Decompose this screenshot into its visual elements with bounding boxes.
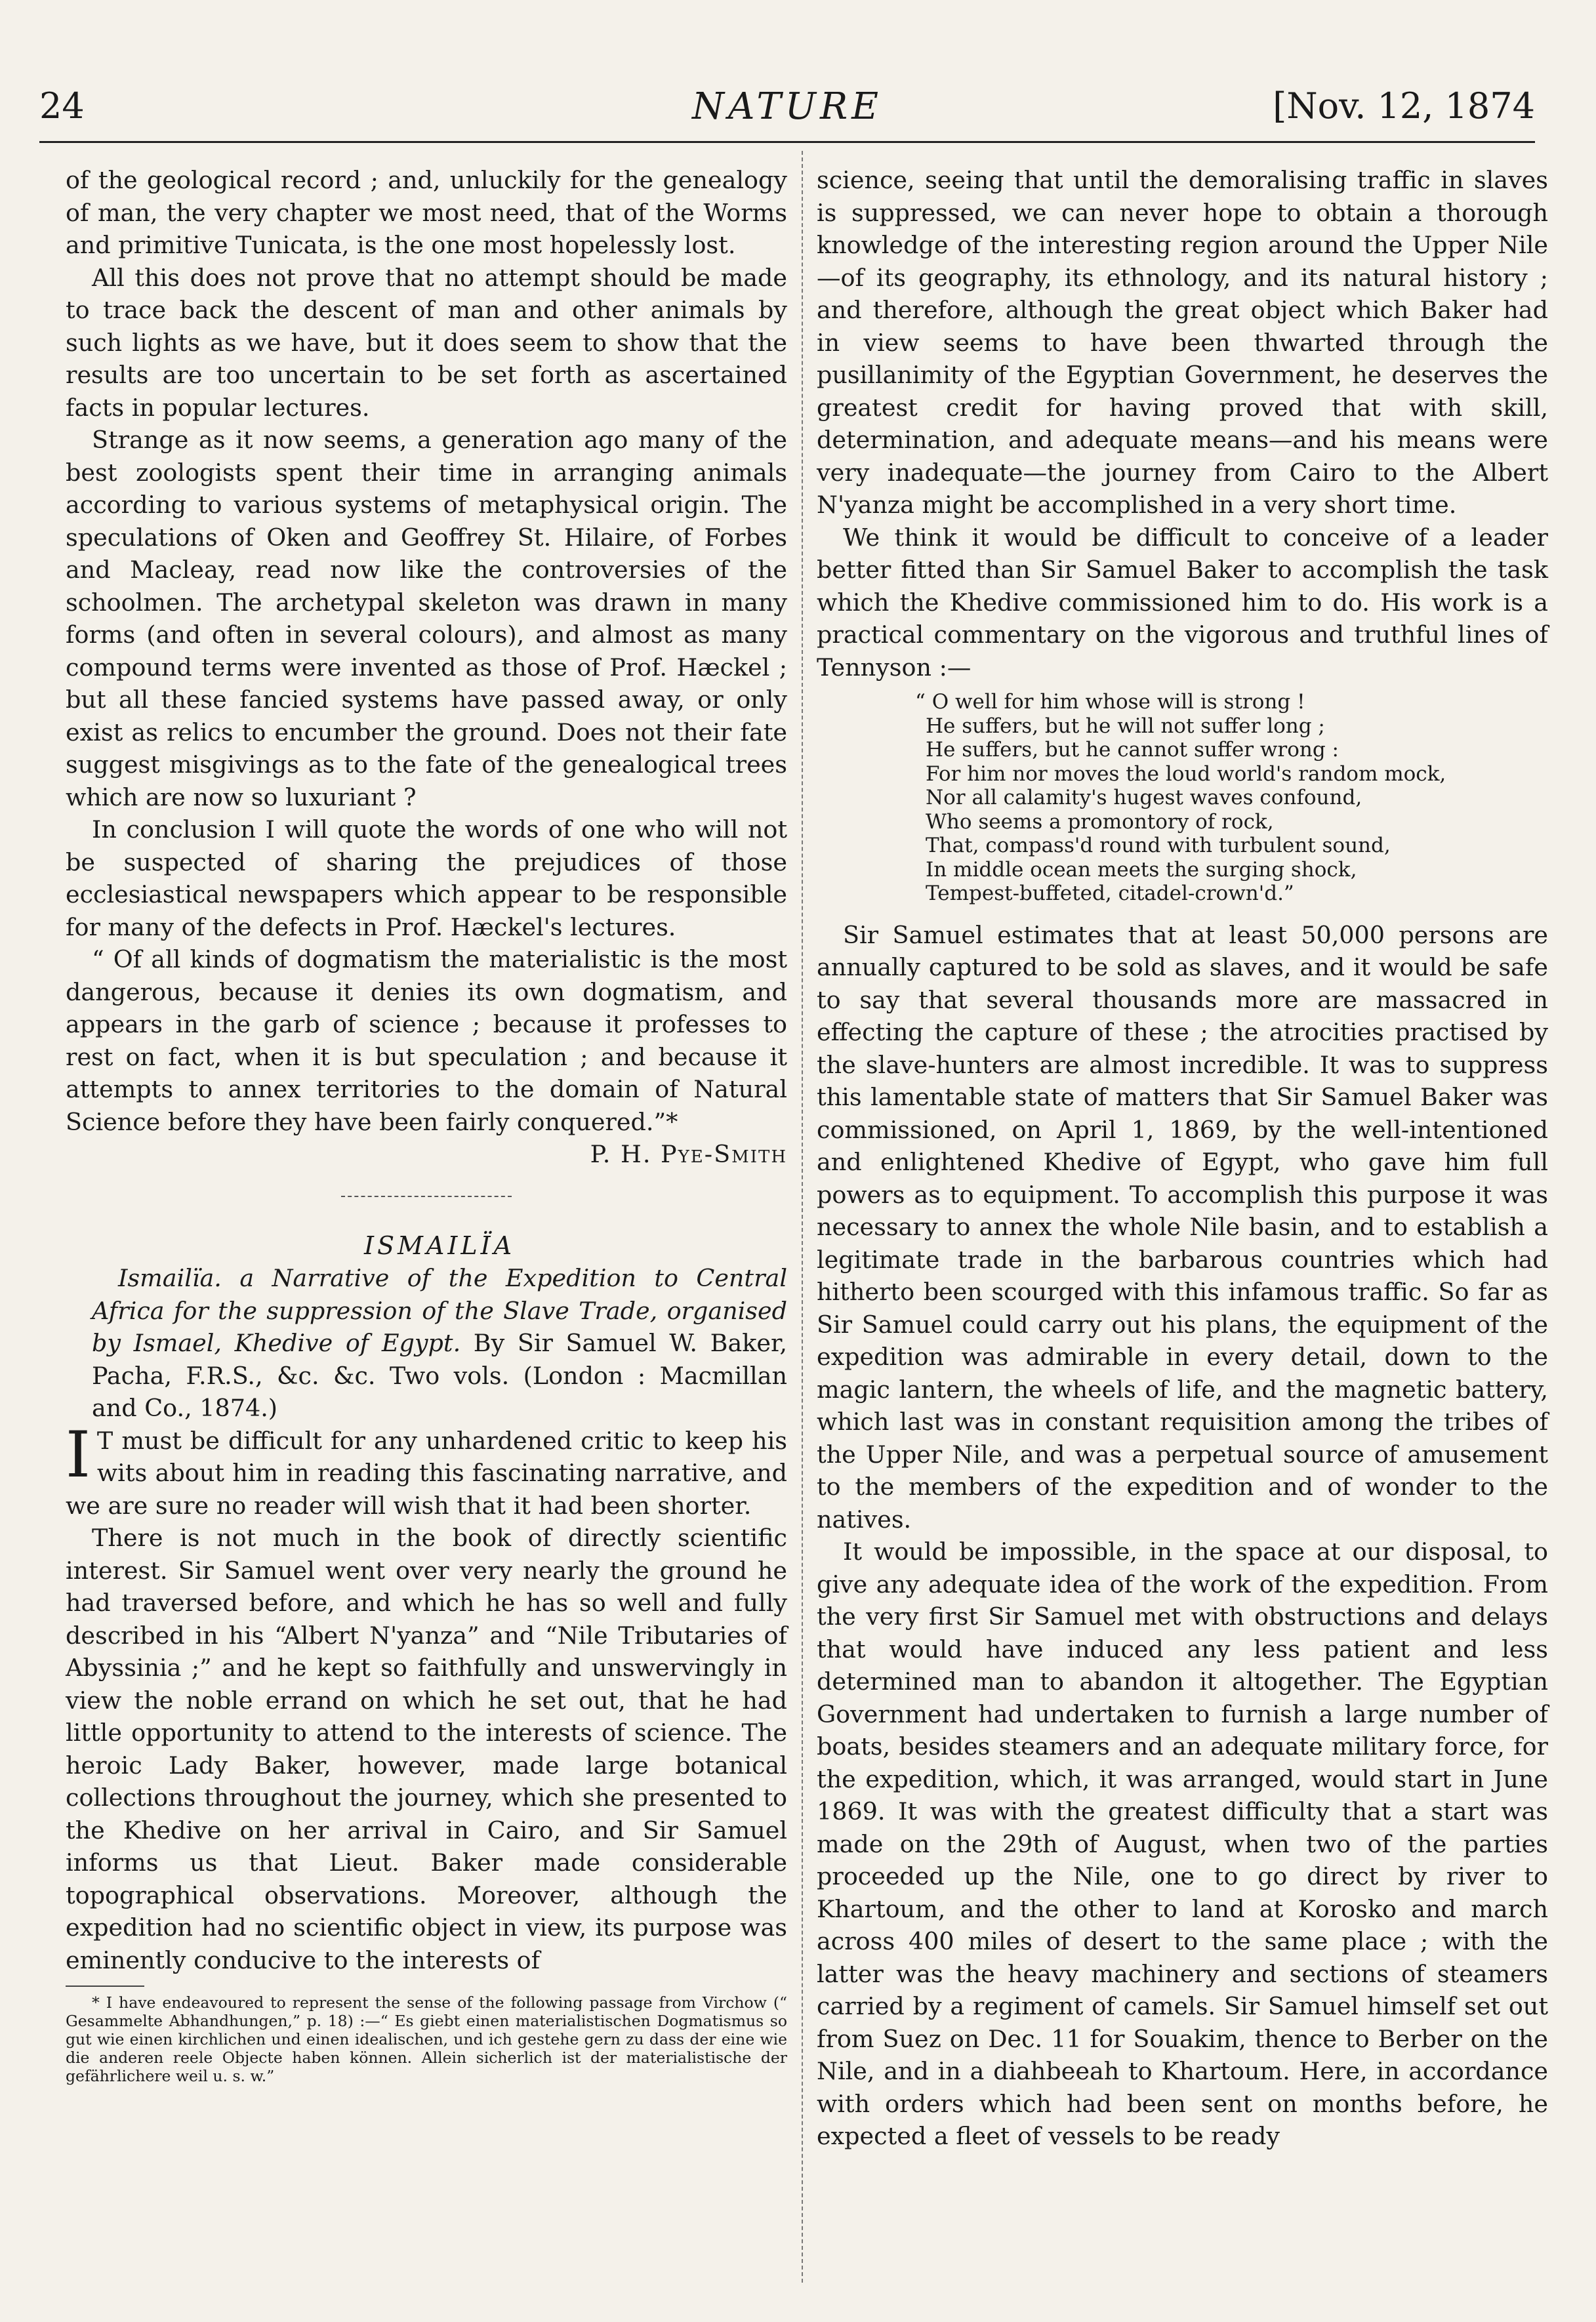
section-divider	[341, 1196, 512, 1197]
poem-line: Who seems a promontory of rock,	[926, 809, 1274, 834]
poem-line: “ O well for him whose will is strong !	[915, 690, 1305, 714]
poem-line: He suffers, but he will not suffer long ;	[926, 714, 1325, 738]
poem-line: For him nor moves the loud world's random mock,	[926, 762, 1446, 786]
paragraph: There is not much in the book of directly scientific interest. Sir Samuel went over very nearly the ground he had traversed before, and which he has so well and fully described in his “Albert N'yanza” and “Nile Tributaries of Abyssinia ;” and he kept so faithfully and unswervingly in view the noble errand on which he set out, that he had little opportunity to attend to the interests of science. The heroic Lady Baker, however, made large botanical collections throughout the journey, which she presented to the Khedive on her arrival in Cairo, and Sir Samuel informs us that Lieut. Baker made considerable topographical observations. Moreover, although the expedition had no scientific object in view, its purpose was eminently conducive to the interests of	[66, 1524, 787, 1974]
header-rule	[39, 141, 1535, 143]
poem-line: In middle ocean meets the surging shock,	[926, 857, 1357, 882]
opening-text: T must be difficult for any unhardened critic to keep his wits about him in reading this fascinating narrative, and we are sure no reader will wish that it had been shorter.	[66, 1426, 787, 1520]
book-citation	[66, 1262, 787, 1425]
page-header	[39, 85, 1535, 138]
issue-date: [Nov. 12, 1874	[1273, 85, 1535, 127]
poem-line: Nor all calamity's hugest waves confound,	[926, 786, 1362, 809]
paragraph: Strange as it now seems, a generation ago many of the best zoologists spent their time in arranging animals according to various systems of metaphysical origin. The speculations of Oken and Geoffrey St. Hilaire, of Forbes and Macleay, read now like the controversies of the schoolmen. The archetypal skeleton was drawn in many forms (and often in several colours), and almost as many compound terms were invented as those of Prof. Hæckel ; but all these fancied systems have passed away, or only exist as relics to encumber the ground. Does not their fate suggest misgivings as to the fate of the genealogical trees which are now so luxuriant ?	[66, 426, 787, 811]
paragraph: All this does not prove that no attempt should be made to trace back the descent of man and other animals by such lights as we have, but it does seem to show that the results are too uncertain to be set forth as ascertained facts in popular lectures.	[66, 263, 787, 422]
poem-line: He suffers, but he cannot suffer wrong :	[926, 738, 1339, 762]
paragraph: In conclusion I will quote the words of one who will not be suspected of sharing the prejudices of those ecclesiastical newspapers which appear to be responsible for many of the defects in Prof. Hæckel's lectures.	[66, 815, 787, 941]
paragraph: It would be impossible, in the space at our disposal, to give any adequate idea of the work of the expedition. From the very first Sir Samuel met with obstructions and delays that would have induced any less patient and less determined man to abandon it altogether. The Egyptian Government had undertaken to furnish a large number of boats, besides steamers and an adequate military force, for the expedition, which, it was arranged, would start in June 1869. It was with the greatest difficulty that a start was made on the 29th of August, when two of the parties proceeded up the Nile, one to go direct by river to Khartoum, and the other to land at Korosko and march across 400 miles of desert to the same place ; with the latter was the heavy machinery and sections of steamers carried by a regiment of camels. Sir Samuel himself set out from Suez on Dec. 11 for Souakim, thence to Berber on the Nile, and in a diahbeeah to Khartoum. Here, in accordance with orders which had been sent on months before, he expected a fleet of vessels to be ready	[817, 1538, 1548, 2150]
poem-quotation	[915, 690, 1548, 906]
author-signature: P. H. Pye-Smith	[590, 1140, 787, 1168]
poem-line: That, compass'd round with turbulent sound,	[926, 834, 1391, 857]
paragraph: science, seeing that until the demoralising traffic in slaves is suppressed, we can never hope to obtain a thorough knowledge of the interesting region around the Upper Nile—of its geography, its ethnology, and its natural history ; and therefore, although the great object which Baker had in view seems to have been thwarted through the pusillanimity of the Egyptian Government, he deserves the greatest credit for having proved that with skill, determination, and adequate means—and his means were very inadequate—the journey from Cairo to the Albert N'yanza might be accomplished in a very short time.	[817, 166, 1548, 519]
footnote: * I have endeavoured to represent the sense of the following passage from Virchow (“ Gesammelte Abhandhungen,” p. 18) :—“ Es giebt einen materialistischen Dogmatismus so gut wie einen kirchlichen und einen idealischen, und ich gestehe gern zu dass der eine wie die anderen reele Objecte haben können. Allein sicherlich ist der materialistische der gefährlichere weil u. s. w.”	[66, 1993, 787, 2085]
footnote-rule	[66, 1986, 144, 1987]
book-citation-details: By Sir Samuel W. Baker, Pacha, F.R.S., &c. &c. Two vols. (London : Macmillan and Co., 1874.)	[92, 1329, 787, 1422]
drop-cap: I	[66, 1417, 91, 1492]
right-column	[817, 164, 1548, 2153]
paragraph: of the geological record ; and, unluckily for the genealogy of man, the very chapter we most need, that of the Worms and primitive Tunicata, is the one most hopelessly lost.	[66, 166, 787, 259]
journal-title: NATURE	[692, 85, 882, 128]
poem-line: Tempest-buffeted, citadel-crown'd.”	[926, 882, 1294, 905]
left-column	[66, 164, 787, 2085]
section-title: ISMAILÏA	[363, 1231, 516, 1260]
quotation-paragraph: “ Of all kinds of dogmatism the materialistic is the most dangerous, because it denies its own dogmatism, and appears in the garb of science ; because it professes to rest on fact, when it is but speculation ; and because it attempts to annex territories to the domain of Natural Science before they have been fairly conquered.”*	[66, 945, 787, 1136]
page-number: 24	[39, 85, 85, 127]
book-citation-title: Ismailïa. a Narrative of the Expedition to Central Africa for the suppression of the Slave Trade, organised by Ismael, Khedive of Egypt.	[92, 1264, 787, 1357]
paragraph: Sir Samuel estimates that at least 50,000 persons are annually captured to be sold as slaves, and it would be safe to say that several thousands more are massacred in effecting the capture of these ; the atrocities practised by the slave-hunters are almost incredible. It was to suppress this lamentable state of matters that Sir Samuel Baker was commissioned, on April 1, 1869, by the well-intentioned and enlightened Khedive of Egypt, who gave him full powers as to equipment. To accomplish this purpose it was necessary to annex the whole Nile basin, and to establish a legitimate trade in the barbarous countries which had hitherto been scourged with this infamous traffic. So far as Sir Samuel could carry out his plans, the equipment of the expedition was admirable in every detail, down to the magic lantern, the wheels of life, and the magnetic battery, which last was in constant requisition among the tribes of the Upper Nile, and was a perpetual source of amusement to the members of the expedition and of wonder to the natives.	[817, 920, 1548, 1534]
column-divider	[802, 151, 803, 2283]
opening-paragraph	[66, 1417, 787, 1522]
paragraph: We think it would be difficult to conceive of a leader better fitted than Sir Samuel Baker to accomplish the task which the Khedive commissioned him to do. His work is a practical commentary on the vigorous and truthful lines of Tennyson :—	[817, 523, 1548, 682]
